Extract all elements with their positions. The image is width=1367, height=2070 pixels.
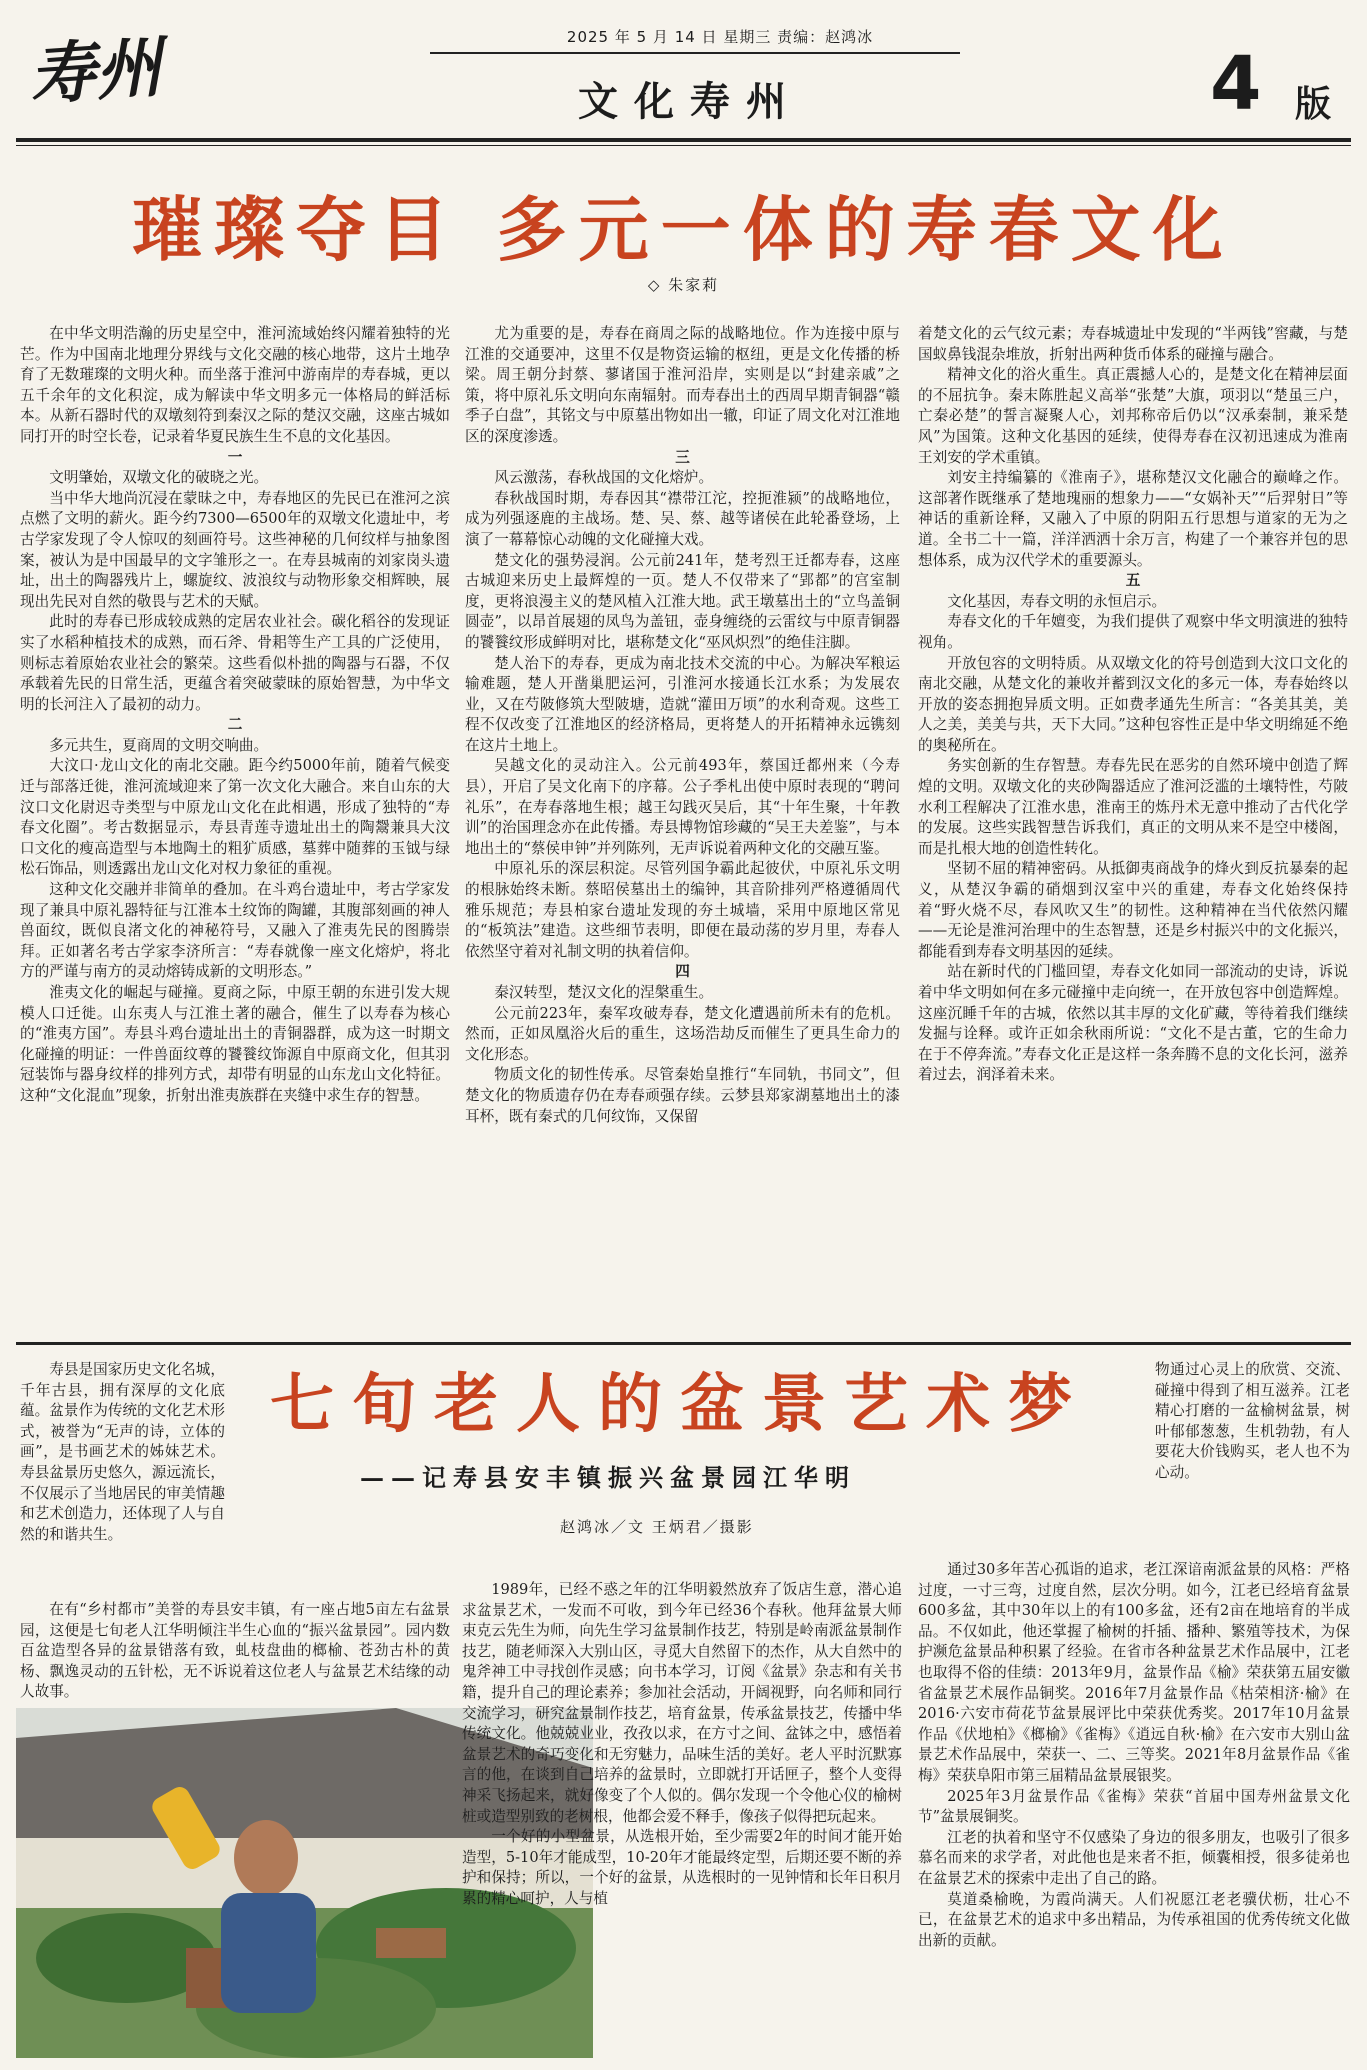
section-number: 一 — [227, 448, 243, 466]
masthead-rule-thick — [16, 138, 1351, 142]
section-title: 文化寿州 — [578, 78, 802, 125]
section-number: 五 — [1125, 572, 1141, 590]
paragraph: 尤为重要的是，寿春在商周之际的战略地位。作为连接中原与江淮的交通要冲，这里不仅是物资运输的枢纽，更是文化传播的桥梁。周王朝分封蔡、蓼诸国于淮河沿岸，实则是以“封建亲戚”之策，将中原礼乐文明向东南辐射。而寿春出土的西周早期青铜器“赣季子白盘”，其铭文与中原墓出物如出一辙，印证了周文化对江淮地区的深度渗透。 — [465, 325, 900, 445]
paragraph: 坚韧不屈的精神密码。从抵御夷商战争的烽火到反抗暴秦的起义，从楚汉争霸的硝烟到汉室中兴的重建，寿春文化始终保持着“野火烧不尽，春风吹又生”的韧性。这种精神在当代依然闪耀——无论是淮河治理中的生态智慧，还是乡村振兴中的文化振兴，都能看到寿春文明基因的延续。 — [918, 860, 1348, 960]
paragraph: 精神文化的浴火重生。真正震撼人心的，是楚文化在精神层面的不屈抗争。秦末陈胜起义高举“张楚”大旗，项羽以“楚虽三户，亡秦必楚”的誓言凝聚人心，刘邦称帝后仍以“汉承秦制，兼采楚风”为国策。这种文化基因的延续，使得寿春在汉初迅速成为淮南王刘安的学术重镇。 — [918, 366, 1348, 466]
article2-column-middle — [462, 1580, 902, 2058]
paragraph: 楚文化的强势浸润。公元前241年，楚考烈王迁都寿春，这座古城迎来历史上最辉煌的一页。楚人不仅带来了“郢都”的宫室制度，更将浪漫主义的楚风植入江淮大地。武王墩墓出土的“立鸟盖铜圆壶”，以昂首展翅的凤鸟为盖钮，壶身缠绕的云雷纹与中原青铜器的饕餮纹形成鲜明对比，堪称楚文化“巫风炽烈”的绝佳注脚。 — [465, 551, 900, 651]
article1-byline: ◇ 朱家莉 — [647, 276, 720, 294]
paragraph: 吴越文化的灵动注入。公元前493年，蔡国迁都州来（今寿县），开启了吴文化南下的序幕。公子季札出使中原时表现的“聘问礼乐”，在寿春落地生根；越王勾践灭吴后，其“十年生聚，十年教训”的治国理念亦在此传播。寿县博物馆珍藏的“吴王夫差鉴”，与本地出土的“蔡侯申钟”并列陈列，无声诉说着两种文化的交融互鉴。 — [465, 757, 900, 857]
paragraph: 刘安主持编纂的《淮南子》，堪称楚汉文化融合的巅峰之作。这部著作既继承了楚地瑰丽的想象力——“女娲补天”“后羿射日”等神话的重新诠释，又融入了中原的阴阳五行思想与道家的无为之道。全书二十一篇，洋洋洒洒十余万言，构建了一个兼容并包的思想体系，成为汉代学术的重要源头。 — [918, 469, 1348, 569]
article1-headline: 璀璨夺目 多元一体的寿春文化 — [132, 188, 1235, 271]
paragraph: 站在新时代的门槛回望，寿春文化如同一部流动的史诗，诉说着中华文明如何在多元碰撞中走向统一，在开放包容中创造辉煌。这座沉睡千年的古城，依然以其丰厚的文化矿藏，等待着我们继续发掘与诠释。或许正如余秋雨所说：“文化不是古董，它的生命力在于不停奔流。”寿春文化正是这样一条奔腾不息的文化长河，滋养着过去，润泽着未来。 — [918, 963, 1348, 1084]
date-editor-line: 2025 年 5 月 14 日 星期三 责编：赵鸿冰 — [566, 28, 874, 46]
paragraph: 多元共生，夏商周的文明交响曲。 — [49, 736, 269, 754]
paragraph: 1989年，已经不惑之年的江华明毅然放弃了饭店生意，潜心追求盆景艺术，一发而不可收，到今年已经36个春秋。他拜盆景大师束克云先生为师，向先生学习盆景制作技艺，特别是岭南派盆景制作技艺，随老师深入大别山区，寻觅大自然留下的杰作，从大自然中的鬼斧神工中寻找创作灵感；向书本学习，订阅《盆景》杂志和有关书籍，提升自己的理论素养；参加社会活动，开阔视野，向名师和同行交流学习，研究盆景制作技艺，培育盆景，传承盆景技艺，传播中华传统文化。他兢兢业业，孜孜以求，在方寸之间、盆钵之中，感悟着盆景艺术的奇巧变化和无穷魅力，品味生活的美好。老人平时沉默寡言的他，在谈到自己培养的盆景时，立即就打开话匣子，整个人变得神采飞扬起来，就好像变了个人似的。偶尔发现一个令他心仪的榆树桩或造型别致的老树根，他都会爱不释手，像孩子似得把玩起来。 — [462, 1581, 902, 1825]
paragraph: 寿县是国家历史文化名城，千年古县，拥有深厚的文化底蕴。盆景作为传统的文化艺术形式，被誉为“无声的诗，立体的画”，是书画艺术的姊妹艺术。寿县盆景历史悠久，源远流长，不仅展示了当地居民的审美情趣和艺术创造力，还体现了人与自然的和谐共生。 — [20, 1361, 225, 1543]
article1-column-2 — [465, 324, 900, 1334]
article2-intro-left — [20, 1360, 225, 1598]
paragraph: 务实创新的生存智慧。寿春先民在恶劣的自然环境中创造了辉煌的文明。双墩文化的夹砂陶器适应了淮河泛滥的土壤特性，芍陂水利工程解决了江淮水患，淮南王的炼丹术无意中推动了古代化学的发展。这些实践智慧告诉我们，真正的文明从来不是空中楼阁，而是扎根大地的创造性转化。 — [918, 757, 1348, 857]
paragraph: 秦汉转型，楚汉文化的涅槃重生。 — [494, 984, 714, 1001]
section-number: 四 — [675, 963, 690, 981]
paragraph: 开放包容的文明特质。从双墩文化的符号创造到大汶口文化的南北交融，从楚文化的兼收并蓄到汉文化的多元一体，寿春始终以开放的姿态拥抱异质文明。正如费孝通先生所言：“各美其美，美人之美，美美与共，天下大同。”这种包容性正是中华文明绵延不绝的奥秘所在。 — [918, 654, 1348, 754]
article-divider — [16, 1342, 1351, 1345]
paragraph: 莫道桑榆晚，为霞尚满天。人们祝愿江老老骥伏枥，壮心不已，在盆景艺术的追求中多出精品，为传承祖国的优秀传统文化做出新的贡献。 — [918, 1890, 1350, 1949]
masthead-rule-thin — [16, 145, 1351, 146]
paragraph: 通过30多年苦心孤诣的追求，老江深谙南派盆景的风格：严格过度，一寸三弯，过度自然，层次分明。如今，江老已经培育盆景600多盆，其中30年以上的有100多盆，还有2亩在地培育的半成品。不仅如此，他还掌握了榆树的扦插、播种、繁殖等技术，为保护濒危盆景品种积累了经验。在省市各种盆景艺术作品展中，江老也取得不俗的佳绩：2013年9月，盆景作品《榆》荣获第五届安徽省盆景艺术展作品铜奖。2016年7月盆景作品《枯荣相济·榆》在2016·六安市荷花节盆景展评比中荣获优秀奖。2017年10月盆景作品《伏地柏》《榔榆》《雀梅》《逍远自秋·榆》在六安市大别山盆景艺术作品展中，荣获一、二、三等奖。2021年8月盆景作品《雀梅》荣获阜阳市第三届精品盆景展银奖。 — [918, 1561, 1350, 1784]
article2-column-right — [918, 1560, 1350, 2058]
section-number: 二 — [227, 716, 243, 734]
paragraph: 风云激荡，春秋战国的文化熔炉。 — [494, 469, 714, 487]
masthead-divider — [430, 52, 960, 54]
paragraph: 这种文化交融并非简单的叠加。在斗鸡台遗址中，考古学家发现了兼具中原礼器特征与江淮本土纹饰的陶罐，其腹部刻画的神人兽面纹，既似良渚文化的神秘符号，又融入了淮夷先民的图腾崇拜。正如著名考古学家李济所言：“寿春就像一座文化熔炉，将北方的严谨与南方的灵动熔铸成新的文明形态。” — [20, 881, 450, 981]
article2-right-top — [1155, 1360, 1350, 1560]
paragraph: 在有“乡村都市”美誉的寿县安丰镇，有一座占地5亩左右盆景园，这便是七旬老人江华明倾注半生心血的“振兴盆景园”。园内数百盆造型各异的盆景错落有致，虬枝盘曲的榔榆、苍劲古朴的黄杨、飘逸灵动的五针松，无不诉说着这位老人与盆景艺术结缘的动人故事。 — [20, 1601, 450, 1700]
paragraph: 在中华文明浩瀚的历史星空中，淮河流域始终闪耀着独特的光芒。作为中国南北地理分界线与文化交融的核心地带，这片土地孕育了无数璀璨的文明火种。而坐落于淮河中游南岸的寿春城，更以五千余年的文化积淀，成为解读中华文明多元一体格局的鲜活标本。从新石器时代的双墩刻符到秦汉之际的楚汉交融，这座古城如同打开的时空长卷，记录着华夏民族生生不息的文化基因。 — [20, 325, 450, 445]
article1-column-3 — [918, 324, 1348, 1334]
paragraph: 公元前223年，秦军攻破寿春，楚文化遭遇前所未有的危机。然而，正如凤凰浴火后的重生，这场浩劫反而催生了更具生命力的文化形态。 — [465, 1004, 900, 1063]
paragraph: 文化基因，寿春文明的永恒启示。 — [947, 592, 1167, 610]
paragraph: 一个好的小型盆景，从选根开始，至少需要2年的时间才能开始造型，5-10年才能成型，10-20年才能最终定型，后期还要不断的养护和保持；所以，一个好的盆景，从选根时的一见钟情和长年日积月累的精心呵护，人与植 — [462, 1828, 902, 1907]
article2-byline: 赵鸿冰／文 王炳君／摄影 — [560, 1518, 754, 1536]
article2-subtitle: ——记寿县安丰镇振兴盆景园江华明 — [360, 1463, 856, 1492]
article2-intro-full — [20, 1600, 450, 1700]
paragraph: 大汶口·龙山文化的南北交融。距今约5000年前，随着气候变迁与部落迁徙，淮河流域迎来了第一次文化大融合。来自山东的大汶口文化尉迟寺类型与中原龙山文化在此相遇，形成了独特的“寿春文化圈”。考古数据显示，寿县青莲寺遗址出土的陶鬶兼具大汶口文化的瘦高造型与本地陶土的粗犷质感，墓葬中随葬的玉钺与绿松石饰品，则透露出龙山文化对权力象征的重视。 — [20, 757, 450, 878]
page-number: 4 — [1210, 41, 1262, 127]
logo-text: 寿州 — [26, 27, 165, 115]
paragraph: 物质文化的韧性传承。尽管秦始皇推行“车同轨，书同文”，但楚文化的物质遗存仍在寿春顽强存续。云梦县郑家湖墓地出土的漆耳杯，既有秦式的几何纹饰，又保留 — [465, 1066, 900, 1125]
paragraph: 淮夷文化的崛起与碰撞。夏商之际，中原王朝的东进引发大规模人口迁徙。山东夷人与江淮土著的融合，催生了以寿春为核心的“淮夷方国”。寿县斗鸡台遗址出土的青铜器群，成为这一时期文化碰撞的明证：一件兽面纹尊的饕餮纹饰源自中原商文化，但其羽冠装饰与器身纹样的排列方式，却带有明显的山东龙山文化特征。这种“文化混血”现象，折射出淮夷族群在夹缝中求生存的智慧。 — [20, 984, 450, 1104]
paragraph: 中原礼乐的深层积淀。尽管列国争霸此起彼伏，中原礼乐文明的根脉始终未断。蔡昭侯墓出土的编钟，其音阶排列严格遵循周代雅乐规范；寿县柏家台遗址发现的夯土城墙，采用中原地区常见的“板筑法”建造。这些细节表明，即便在最动荡的岁月里，寿春人依然坚守着对礼制文明的执着信仰。 — [465, 860, 900, 960]
section-number: 三 — [675, 448, 690, 466]
paragraph: 2025年3月盆景作品《雀梅》荣获“首届中国寿州盆景文化节”盆景展铜奖。 — [918, 1787, 1350, 1826]
article2-headline: 七旬老人的盆景艺术梦 — [270, 1367, 1090, 1442]
paragraph: 物通过心灵上的欣赏、交流、碰撞中得到了相互滋养。江老精心打磨的一盆榆树盆景，树叶郁郁葱葱，生机勃勃，有人要花大价钱购买，老人也不为心动。 — [1155, 1361, 1350, 1481]
paragraph: 文明肇始，双墩文化的破晓之光。 — [49, 469, 269, 487]
paragraph: 江老的执着和坚守不仅感染了身边的很多朋友，也吸引了很多慕名而来的求学者，对此他也是来者不拒，倾囊相授，很多徒弟也在盆景艺术的探索中走出了自己的路。 — [918, 1828, 1350, 1887]
paragraph: 着楚文化的云气纹元素；寿春城遗址中发现的“半两钱”窖藏，与楚国蚁鼻钱混杂堆放，折射出两种货币体系的碰撞与融合。 — [918, 325, 1348, 363]
paragraph: 此时的寿春已形成较成熟的定居农业社会。碳化稻谷的发现证实了水稻种植技术的成熟，而石斧、骨耜等生产工具的广泛使用，则标志着原始农业社会的繁荣。这些看似朴拙的陶器与石器，不仅承载着先民的日常生活，更蕴含着突破蒙昧的原始智慧，为中华文明的长河注入了最初的动力。 — [20, 613, 450, 713]
paragraph: 寿春文化的千年嬗变，为我们提供了观察中华文明演进的独特视角。 — [918, 613, 1348, 651]
paragraph: 春秋战国时期，寿春因其“襟带江沱，控扼淮颍”的战略地位，成为列强逐鹿的主战场。楚、吴、蔡、越等诸侯在此轮番登场，上演了一幕幕惊心动魄的文化碰撞大戏。 — [465, 489, 900, 548]
page-suffix: 版 — [1295, 83, 1332, 125]
article1-column-1 — [20, 324, 450, 1334]
paragraph: 楚人治下的寿春，更成为南北技术交流的中心。为解决军粮运输难题，楚人开凿巢肥运河，引淮河水接通长江水系；为发展农业，又在芍陂修筑大型陂塘，造就“灌田万顷”的水利奇观。这些工程不仅改变了江淮地区的经济格局，更将楚人的开拓精神永远镌刻在这片土地上。 — [465, 654, 900, 754]
paragraph: 当中华大地尚沉浸在蒙昧之中，寿春地区的先民已在淮河之滨点燃了文明的薪火。距今约7300—6500年的双墩文化遗址中，考古学家发现了令人惊叹的刻画符号。这些神秘的几何纹样与抽象图案，被认为是中国最早的文字雏形之一。在寿县城南的刘家岗头遗址，出土的陶器残片上，螺旋纹、波浪纹与动物形象交相辉映，展现出先民对自然的敬畏与艺术的天赋。 — [20, 489, 450, 610]
newspaper-logo — [26, 18, 176, 122]
